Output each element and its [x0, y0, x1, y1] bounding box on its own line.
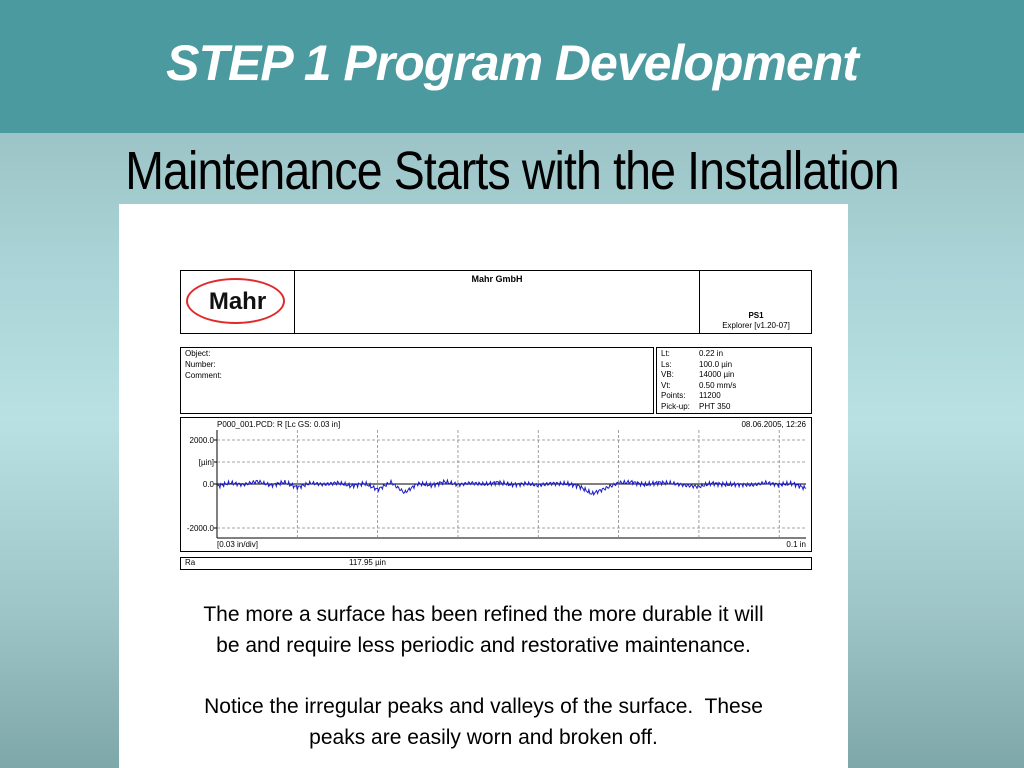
slide-title: STEP 1 Program Development	[166, 35, 858, 91]
profile-series-line	[217, 480, 806, 495]
y-tick-label: -2000.0	[186, 524, 214, 533]
parameters-box	[656, 347, 812, 414]
param-label-pickup: Pick-up:	[661, 401, 690, 411]
y-tick-label: [µin]	[198, 458, 214, 467]
y-tick-label: 0.0	[202, 480, 214, 489]
param-value-lt: 0.22 in	[699, 349, 724, 358]
param-label-vb: VB:	[661, 370, 674, 379]
logo-cell	[181, 271, 295, 333]
param-value-vt: 0.50 mm/s	[699, 380, 737, 390]
param-value-pickup: PHT 350	[699, 401, 731, 411]
title-banner	[0, 0, 1024, 133]
logo-text: Mahr	[208, 288, 267, 315]
caption-paragraph-1: The more a surface has been refined the more durable it will be and require less periodic and restorative maintenance.	[203, 603, 764, 657]
object-label: Object:	[185, 349, 211, 358]
object-info-box	[180, 347, 654, 414]
caption-paragraph-2: Notice the irregular peaks and valleys of the surface. These peaks are easily worn and broken off.	[204, 695, 763, 749]
profile-header: P000_001.PCD: R [Lc GS: 0.03 in]	[217, 420, 341, 429]
x-axis-end-label: 0.1 in	[786, 540, 806, 549]
comment-label: Comment:	[185, 371, 222, 380]
param-value-points: 11200	[699, 391, 721, 400]
param-label-points: Points:	[661, 391, 686, 400]
mahr-logo	[186, 278, 285, 324]
company-name: Mahr GmbH	[471, 274, 523, 284]
profile-date: 08.06.2005, 12:26	[741, 420, 806, 429]
profile-chart	[181, 418, 811, 551]
report-header-box	[180, 270, 812, 334]
param-label-vt: Vt:	[661, 380, 671, 390]
x-axis-scale-label: [0.03 in/div]	[217, 540, 258, 549]
program-name: PS1	[748, 311, 764, 320]
y-tick-label: 2000.0	[189, 436, 214, 445]
ra-value: 117.95 µin	[349, 558, 386, 567]
param-value-ls: 100.0 µin	[699, 359, 733, 369]
report-panel	[119, 204, 848, 768]
program-cell	[699, 271, 812, 333]
param-label-ls: Ls:	[661, 359, 672, 369]
ra-box	[180, 557, 812, 570]
number-label: Number:	[185, 360, 216, 369]
param-label-lt: Lt:	[661, 349, 670, 358]
profile-chart-box	[180, 417, 812, 552]
program-version: Explorer [v1.20-07]	[722, 321, 790, 330]
slide-subtitle: Maintenance Starts with the Installation	[125, 141, 899, 201]
param-value-vb: 14000 µin	[699, 370, 735, 379]
ra-label: Ra	[185, 558, 196, 567]
